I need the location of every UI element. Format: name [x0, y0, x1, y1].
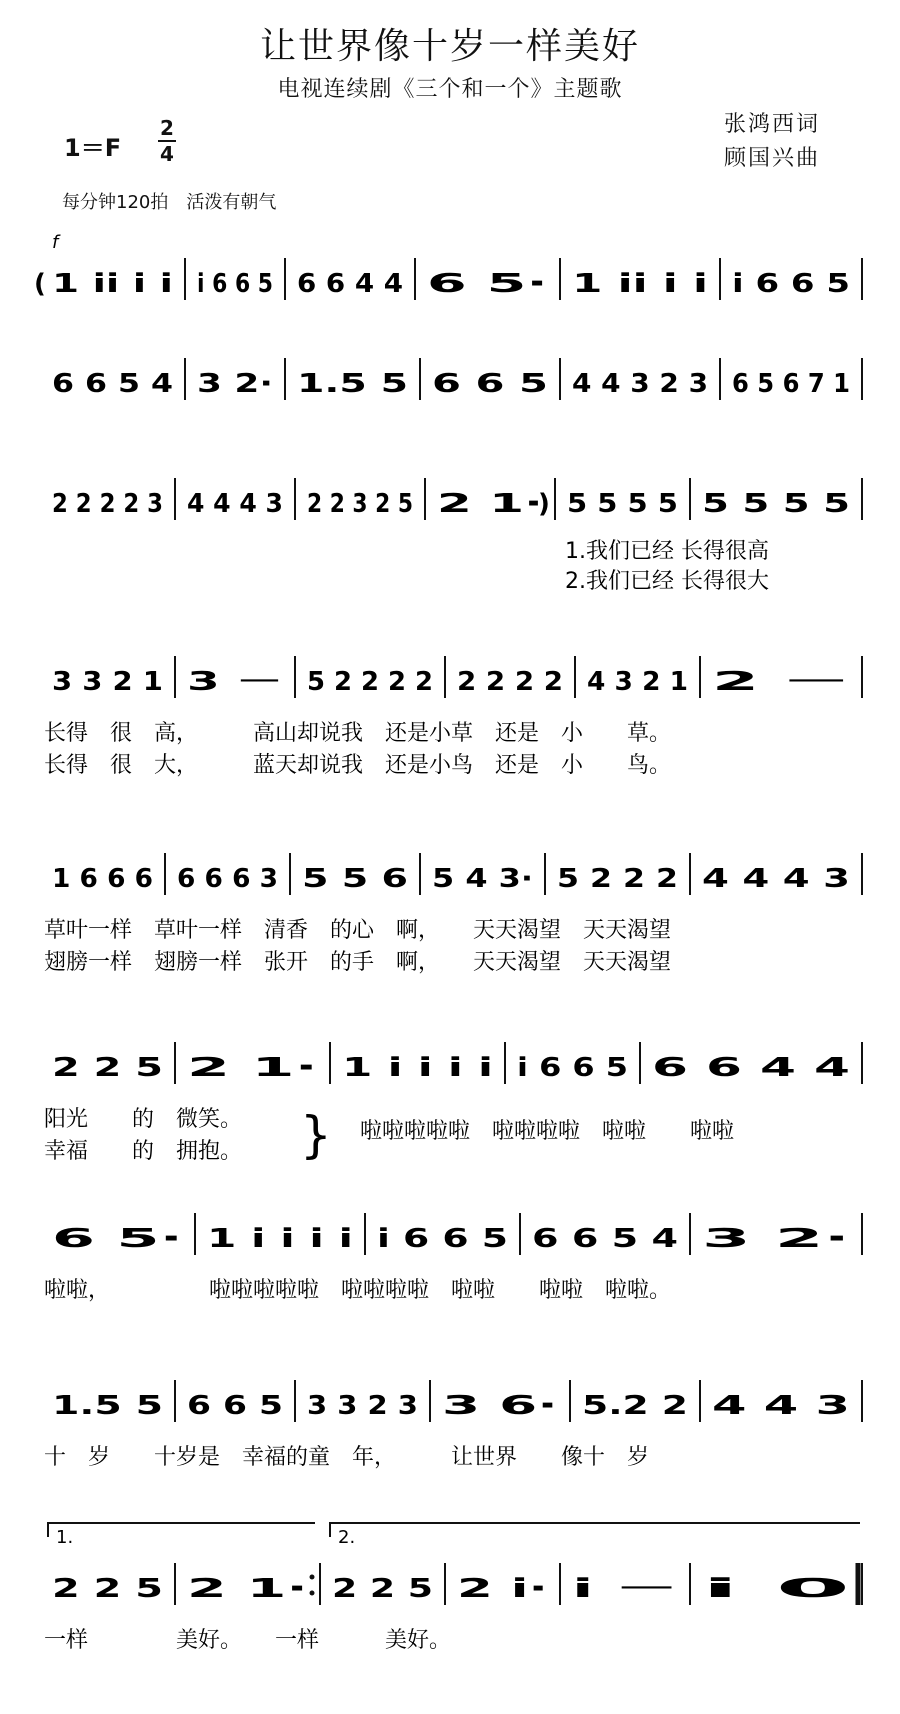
time-signature-top: 2 [160, 116, 174, 140]
measure: i̇ 6 6 5 [377, 1224, 508, 1254]
measure: 1 i̇i̇ i̇ i̇ [52, 269, 173, 299]
lyric-line: 1.我们已经 长得很高 [565, 539, 769, 564]
measure: 6 6 5 4 [52, 369, 173, 399]
repeat-dot [310, 1591, 315, 1596]
measure: 2 2 5 [52, 1053, 163, 1083]
lyric-line: 啦啦， 啦啦啦啦啦 啦啦啦啦 啦啦 啦啦 啦啦。 [44, 1278, 672, 1303]
measure: i̇ 0 [702, 1574, 850, 1604]
measure: 6 5 6 7 1 [732, 369, 850, 399]
measure: 2 i̇· [457, 1574, 548, 1604]
measure: 3 － [187, 667, 283, 697]
measure: 3 3 2 1 [52, 667, 163, 697]
measure: 1 i̇i̇ i̇ i̇ [572, 269, 708, 299]
lyric-brace: } [300, 1106, 332, 1164]
measure: 5.2 2 [582, 1391, 688, 1421]
measure: i̇ 6 6 5 [732, 269, 850, 299]
measure: 6 5· [52, 1224, 183, 1254]
lyricist-credit: 张鸿西词 [724, 112, 821, 137]
lyric-line: 一样 美好。 一样 美好。 [44, 1628, 452, 1653]
measure: i̇ － [572, 1574, 678, 1604]
measure: 2 2 3 2 5 [307, 489, 413, 519]
song-subtitle: 电视连续剧《三个和一个》主题歌 [277, 77, 623, 102]
measure: 6 6 4 4 [652, 1053, 850, 1083]
repeat-dot [310, 1575, 315, 1580]
measure: 4 4 4 3 [187, 489, 283, 519]
measure: 6 6 6 3 [177, 864, 278, 894]
measure: 4 4 3 [712, 1391, 850, 1421]
composer-credit: 顾国兴曲 [724, 146, 821, 171]
time-signature-bottom: 4 [160, 142, 174, 166]
measure: 2 2 2 2 3 [52, 489, 163, 519]
measure: 2 － [712, 667, 850, 697]
measure: 2 2 2 2 [457, 667, 563, 697]
song-title: 让世界像十岁一样美好 [259, 26, 640, 67]
measure: 6 6 4 4 [297, 269, 403, 299]
measure: 1.5 5 [297, 369, 408, 399]
measure: 5 5 5 5 [567, 489, 678, 519]
volta-bracket-2 [330, 1523, 860, 1537]
measure: 1 i̇ i̇ i̇ i̇ [207, 1224, 353, 1254]
dynamic-marking: f [52, 232, 59, 253]
measure: 5 5 6 [302, 864, 408, 894]
measure: i̇ 6 6 5 [517, 1053, 628, 1083]
measure: i̇ 6 6 5 [197, 269, 273, 299]
lyric-line: 十 岁 十岁是 幸福的童 年， 让世界 像十 岁 [44, 1445, 650, 1470]
measure: 3 3 2 3 [307, 1391, 418, 1421]
measure: 5 5 5 5 [702, 489, 850, 519]
open-parenthesis: ( [34, 269, 46, 299]
measure: 5 2 2 2 [557, 864, 678, 894]
measure: 2 2 5 [52, 1574, 163, 1604]
measure: 3 2· [702, 1224, 850, 1254]
close-parenthesis: ) [538, 489, 550, 519]
lyric-line: 翅膀一样 翅膀一样 张开 的手 啊， 天天渴望 天天渴望 [44, 950, 672, 975]
measure: 2 1· [187, 1053, 318, 1083]
measure: 1 i̇ i̇ i̇ i̇ [342, 1053, 493, 1083]
measure: 5 4 3· [432, 864, 533, 894]
measure: 1 6 6 6 [52, 864, 153, 894]
measure: 6 6 5 [432, 369, 548, 399]
volta-2-label: 2. [338, 1527, 356, 1548]
lyric-line: 幸福 的 拥抱。 [44, 1139, 243, 1164]
measure: 1.5 5 [52, 1391, 163, 1421]
measure: 2 1· [187, 1574, 308, 1604]
lyric-line: 2.我们已经 长得很大 [565, 569, 769, 594]
measure: 6 6 5 4 [532, 1224, 678, 1254]
lyric-line: 草叶一样 草叶一样 清香 的心 啊， 天天渴望 天天渴望 [44, 918, 672, 943]
measure: 2 2 5 [332, 1574, 433, 1604]
volta-bracket-1 [48, 1523, 315, 1537]
chorus-lyric: 啦啦啦啦啦 啦啦啦啦 啦啦 啦啦 [360, 1119, 735, 1144]
measure: 4 3 2 1 [587, 667, 688, 697]
measure: 2 1· [437, 489, 543, 519]
lyric-line: 长得 很 高， 高山却说我 还是小草 还是 小 草。 [44, 721, 672, 746]
measure: 3 6· [442, 1391, 558, 1421]
tempo-marking: 每分钟120拍 活泼有朝气 [62, 192, 277, 213]
volta-1-label: 1. [56, 1527, 74, 1548]
measure: 6 5· [427, 269, 548, 299]
measure: 6 6 5 [187, 1391, 283, 1421]
measure: 3 2· [197, 369, 273, 399]
measure: 4 4 4 3 [702, 864, 850, 894]
key-signature: 1＝F [64, 134, 122, 162]
lyric-line: 长得 很 大， 蓝天却说我 还是小鸟 还是 小 鸟。 [44, 753, 672, 778]
measure: 5 2 2 2 2 [307, 667, 433, 697]
lyric-line: 阳光 的 微笑。 [44, 1107, 243, 1132]
measure: 4 4 3 2 3 [572, 369, 708, 399]
